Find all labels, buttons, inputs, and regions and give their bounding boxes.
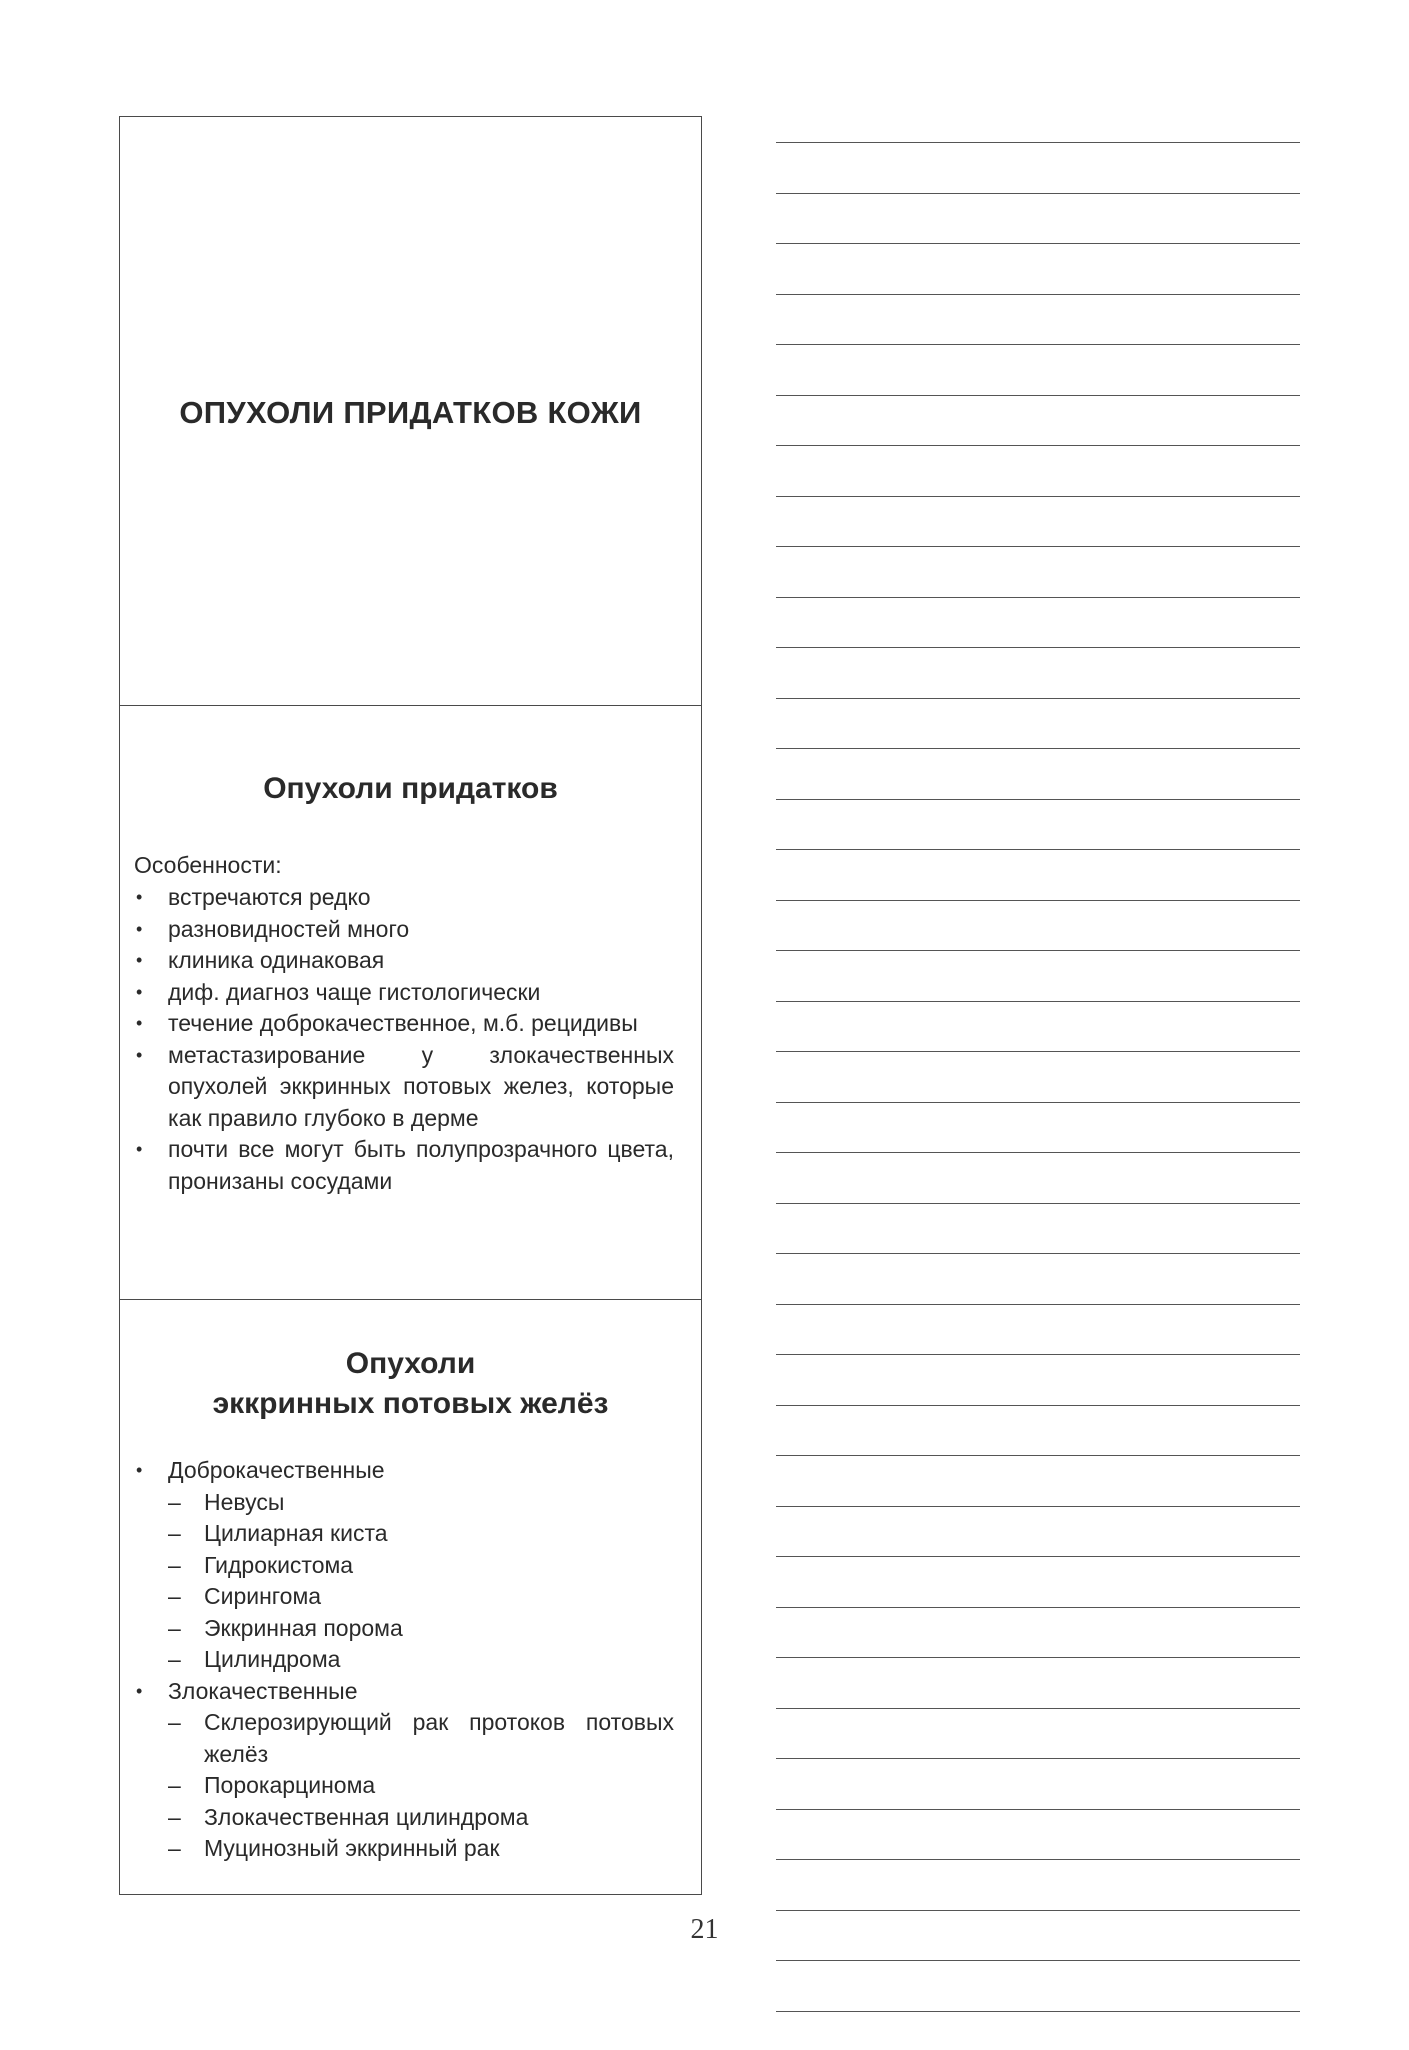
list-item: • диф. диагноз чаще гистологически [134, 977, 674, 1009]
note-line [776, 294, 1300, 295]
list-item: – Склерозирующий рак протоков потовых желёз [168, 1707, 674, 1770]
list-item: – Невусы [168, 1487, 674, 1519]
note-line [776, 1960, 1300, 1961]
features-list [134, 882, 674, 1197]
note-line [776, 1001, 1300, 1002]
slide-1-title: ОПУХОЛИ ПРИДАТКОВ КОЖИ [179, 395, 642, 430]
note-line [776, 597, 1300, 598]
slide-2 [120, 706, 701, 1300]
note-line [776, 445, 1300, 446]
note-line [776, 1304, 1300, 1305]
note-line [776, 1405, 1300, 1406]
note-line [776, 1910, 1300, 1911]
list-item: • клиника одинаковая [134, 945, 674, 977]
note-line [776, 1455, 1300, 1456]
slide-2-title: Опухоли придатков [263, 772, 558, 805]
list-item: • метастазирование у злокачественных опухолей эккринных потовых желез, которые как правило глубоко в дерме [134, 1040, 674, 1135]
note-line [776, 900, 1300, 901]
note-line [776, 1607, 1300, 1608]
note-line [776, 950, 1300, 951]
list-item: • встречаются редко [134, 882, 674, 914]
list-item: • течение доброкачественное, м.б. рецидивы [134, 1008, 674, 1040]
note-line [776, 395, 1300, 396]
slide-3-title-line-1: Опухоли [345, 1347, 476, 1380]
note-line [776, 2011, 1300, 2012]
benign-label: Доброкачественные [168, 1457, 385, 1483]
slides-column [119, 116, 702, 1895]
note-line [776, 344, 1300, 345]
note-line [776, 647, 1300, 648]
slide-1 [120, 117, 701, 706]
list-item: – Злокачественная цилиндрома [168, 1802, 674, 1834]
benign-list [168, 1487, 674, 1676]
note-line [776, 748, 1300, 749]
note-line [776, 1152, 1300, 1153]
slide-3-title [120, 1344, 701, 1424]
list-item: – Сирингома [168, 1581, 674, 1613]
malignant-group [134, 1676, 674, 1865]
list-item: – Эккринная порома [168, 1613, 674, 1645]
note-line [776, 1657, 1300, 1658]
note-line [776, 1253, 1300, 1254]
note-line [776, 243, 1300, 244]
note-line [776, 698, 1300, 699]
list-item: – Цилиарная киста [168, 1518, 674, 1550]
note-line [776, 1556, 1300, 1557]
note-line [776, 1506, 1300, 1507]
note-line [776, 1809, 1300, 1810]
note-line [776, 1051, 1300, 1052]
note-line [776, 1758, 1300, 1759]
slide-3-title-line-2: эккринных потовых желёз [212, 1387, 609, 1420]
note-line [776, 546, 1300, 547]
note-line [776, 799, 1300, 800]
page-number: 21 [690, 1914, 719, 1945]
list-item: – Порокарцинома [168, 1770, 674, 1802]
note-line [776, 142, 1300, 143]
note-line [776, 849, 1300, 850]
note-line [776, 1708, 1300, 1709]
list-item: – Муцинозный эккринный рак [168, 1833, 674, 1865]
list-item: – Гидрокистома [168, 1550, 674, 1582]
note-line [776, 496, 1300, 497]
features-label: Особенности: [134, 852, 282, 878]
slide-3 [120, 1300, 701, 1894]
malignant-label: Злокачественные [168, 1677, 358, 1704]
note-line [776, 1859, 1300, 1860]
note-line [776, 1354, 1300, 1355]
benign-group [134, 1455, 674, 1676]
tumor-types-list [134, 1455, 674, 1865]
note-line [776, 1102, 1300, 1103]
list-item: • почти все могут быть полупрозрачного цвета, пронизаны сосудами [134, 1134, 674, 1197]
list-item: – Цилиндрома [168, 1644, 674, 1676]
note-line [776, 1203, 1300, 1204]
note-line [776, 193, 1300, 194]
malignant-list [168, 1707, 674, 1865]
list-item: • разновидностей много [134, 914, 674, 946]
